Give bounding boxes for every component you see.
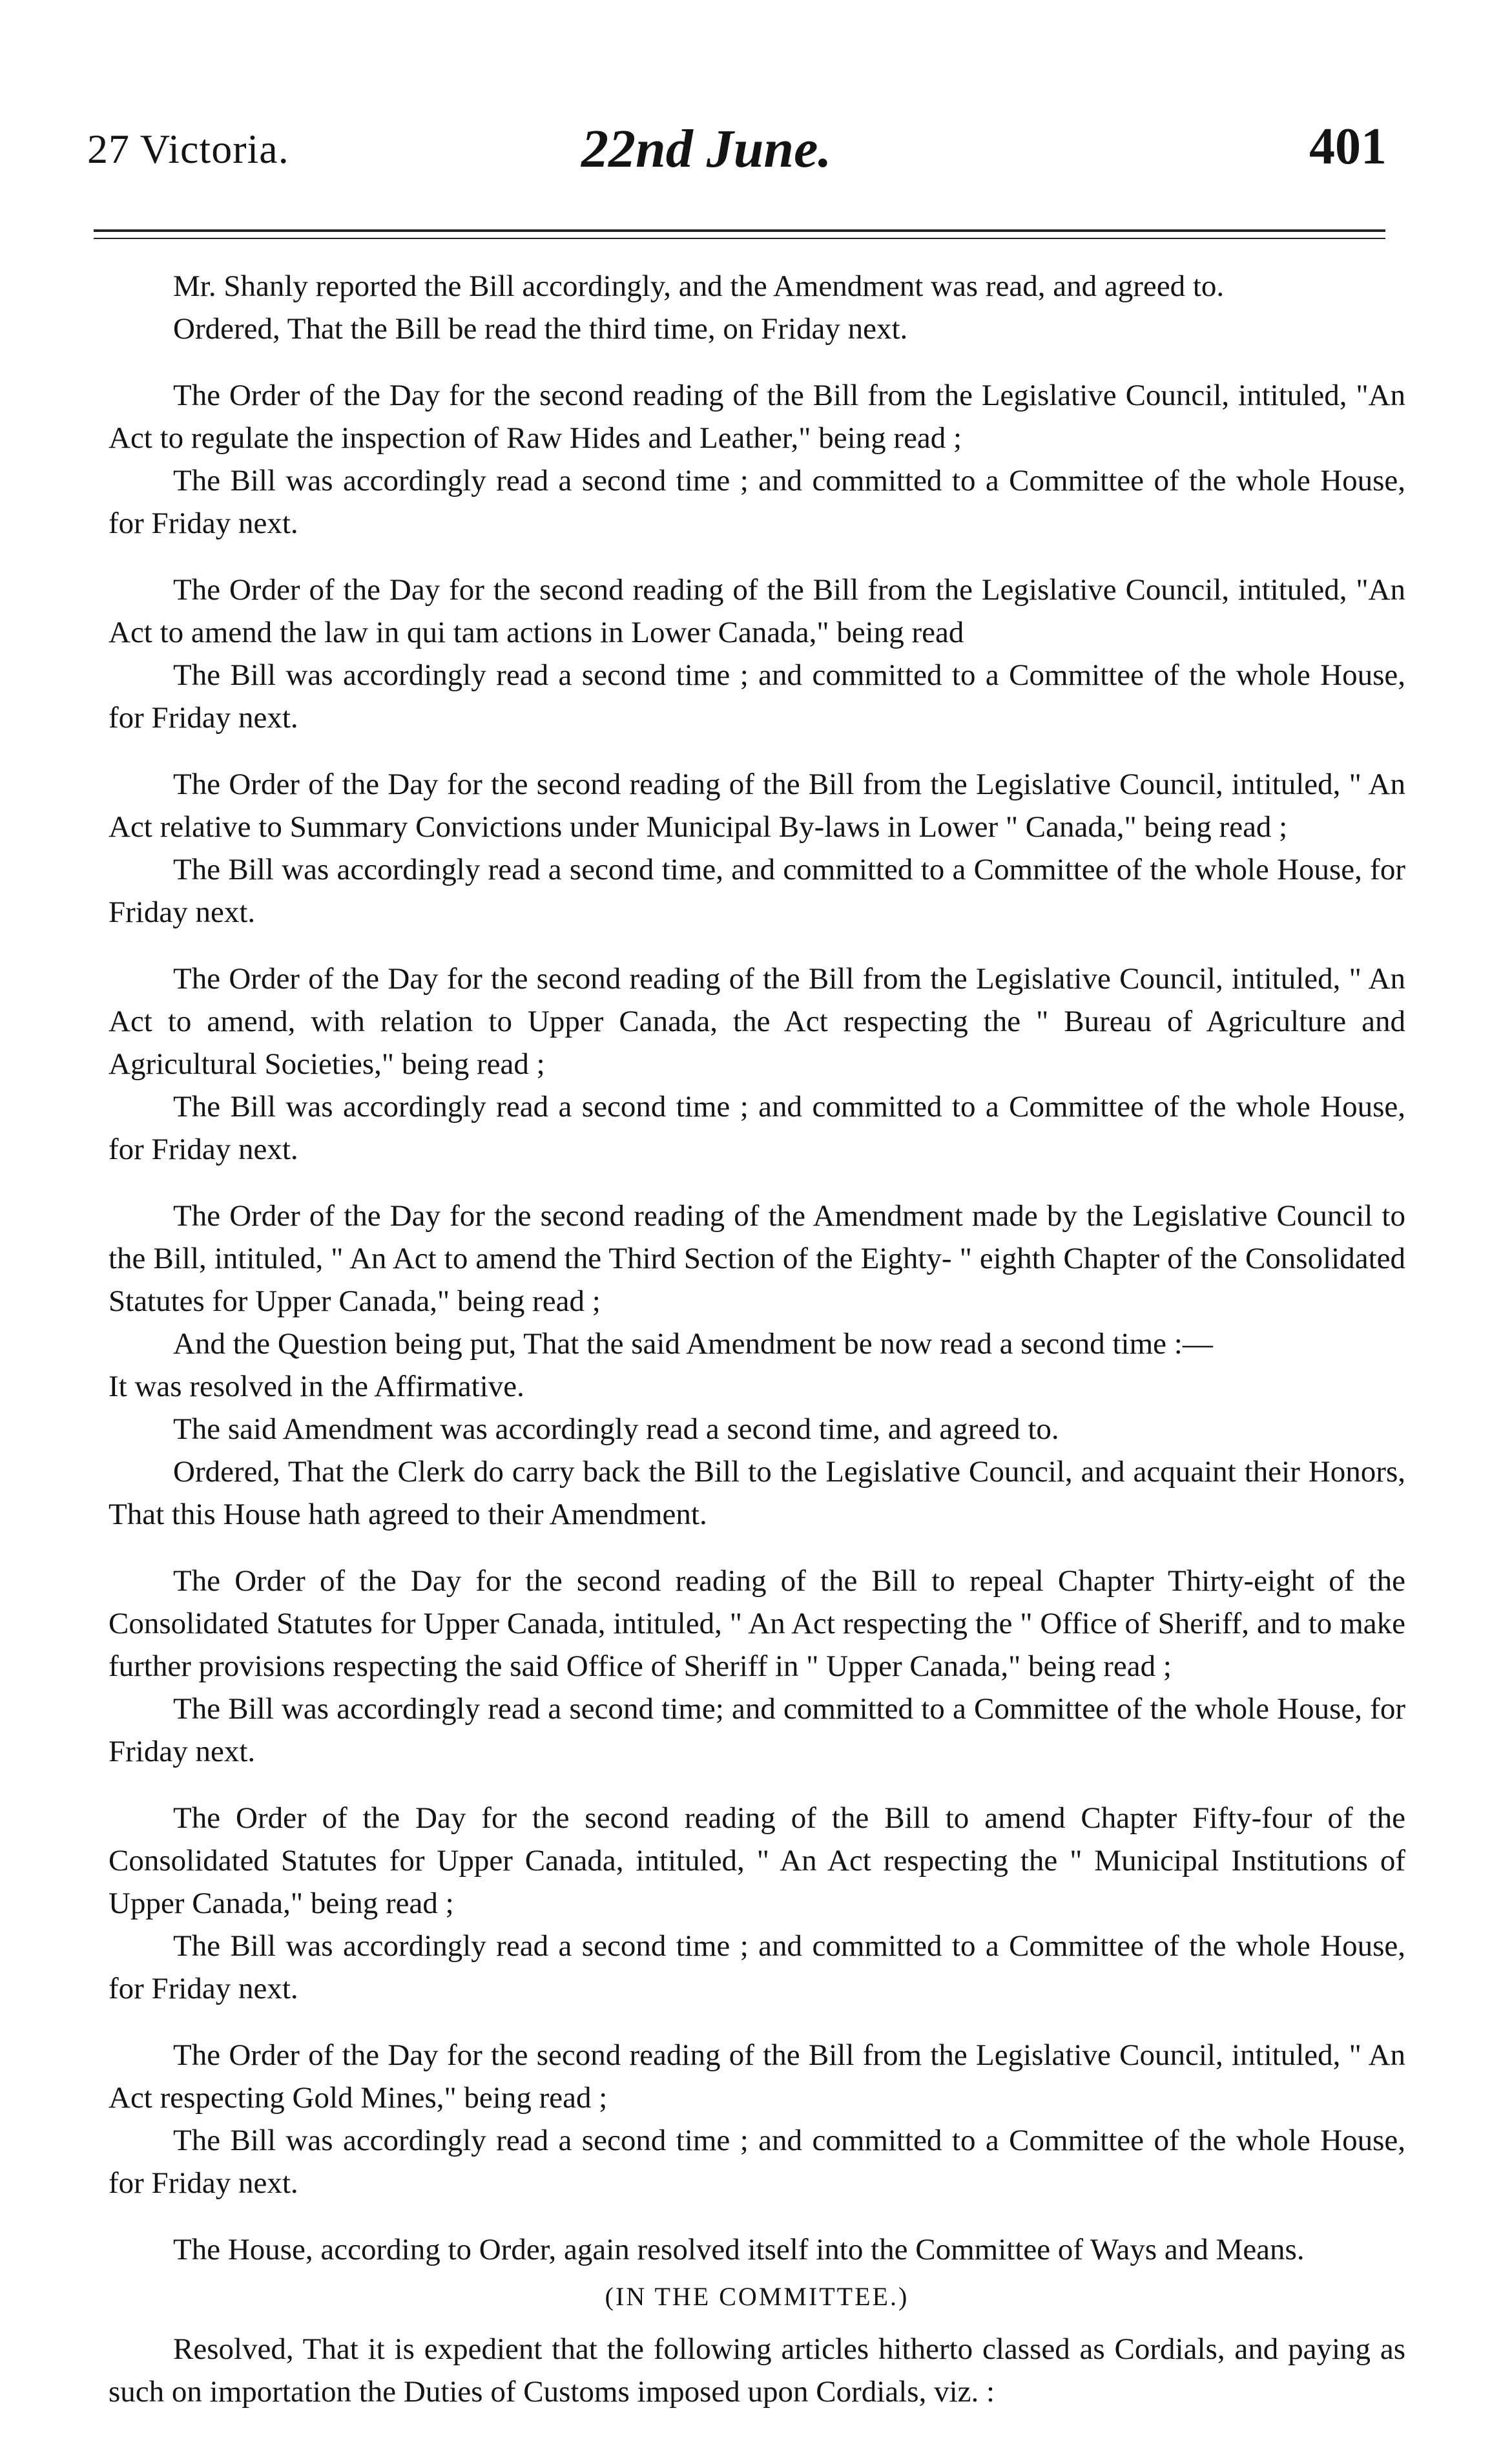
- regnal-year: 27 Victoria.: [87, 126, 289, 172]
- paragraph-line: The Order of the Day for the second reading of the Bill to amend Chapter Fifty-four of the Consolidated Statutes for Upper Canada, intituled, " An Act respecting the " Municipal Institutions of Upper Canada," being read ;: [109, 1801, 1405, 1920]
- paragraph-line: Ordered, That the Clerk do carry back the Bill to the Legislative Council, and acquaint their Honors, That this House hath agreed to their Amendment.: [109, 1455, 1405, 1531]
- paragraph-municipal: [109, 1797, 1405, 2010]
- page-date: 22nd June.: [581, 119, 832, 179]
- paragraph-line: The House, according to Order, again resolved itself into the Committee of Ways and Means.: [173, 2233, 1305, 2266]
- paragraph-line: The Bill was accordingly read a second time; and committed to a Committee of the whole House, for Friday next.: [109, 1692, 1405, 1768]
- paragraph-line: The Bill was accordingly read a second time ; and committed to a Committee of the whole House, for Friday next.: [109, 464, 1405, 540]
- committee-heading: (IN THE COMMITTEE.): [605, 2282, 909, 2311]
- page-number: 401: [1309, 118, 1387, 175]
- paragraph-sheriff: [109, 1560, 1405, 1773]
- paragraph-resolved: [109, 2328, 1405, 2413]
- paragraph-eighty-eighth-chapter: [109, 1195, 1405, 1536]
- paragraph-line: The Bill was accordingly read a second time, and committed to a Committee of the whole House, for Friday next.: [109, 853, 1405, 929]
- paragraph-line: The Order of the Day for the second reading of the Bill from the Legislative Council, intituled, " An Act relative to Summary Convictions under Municipal By-laws in Lower " Canada," being read ;: [109, 768, 1405, 844]
- paragraph-line: The Order of the Day for the second reading of the Bill from the Legislative Council, intituled, "An Act to amend the law in qui tam actions in Lower Canada," being read: [109, 573, 1405, 649]
- paragraph-line: The Order of the Day for the second reading of the Bill from the Legislative Council, intituled, " An Act respecting Gold Mines," being read ;: [109, 2038, 1405, 2115]
- paragraph-line: The Bill was accordingly read a second time ; and committed to a Committee of the whole House, for Friday next.: [109, 1090, 1405, 1166]
- paragraph-line: Ordered, That the Bill be read the third time, on Friday next.: [173, 312, 908, 346]
- paragraph-agriculture: [109, 957, 1405, 1171]
- paragraph-line: And the Question being put, That the said Amendment be now read a second time :—: [173, 1327, 1213, 1361]
- paragraph-line: The Bill was accordingly read a second time ; and committed to a Committee of the whole House, for Friday next.: [109, 2124, 1405, 2200]
- paragraph-line: Mr. Shanly reported the Bill accordingly, and the Amendment was read, and agreed to.: [173, 269, 1225, 303]
- paragraph-raw-hides: [109, 374, 1405, 545]
- paragraph-line: The Bill was accordingly read a second time ; and committed to a Committee of the whole House, for Friday next.: [109, 658, 1405, 735]
- journal-body: [109, 265, 1405, 2437]
- header-rule-thin: [94, 238, 1385, 239]
- paragraph-line: The said Amendment was accordingly read a second time, and agreed to.: [173, 1412, 1059, 1446]
- paragraph-report: [109, 265, 1405, 350]
- page-header: [87, 118, 1387, 182]
- paragraph-gold-mines: [109, 2034, 1405, 2204]
- paragraph-ways-and-means: [109, 2228, 1405, 2271]
- paragraph-line: The Bill was accordingly read a second time ; and committed to a Committee of the whole House, for Friday next.: [109, 1929, 1405, 2005]
- paragraph-line: The Order of the Day for the second reading of the Bill from the Legislative Council, intituled, "An Act to regulate the inspection of Raw Hides and Leather," being read ;: [109, 379, 1405, 455]
- paragraph-summary-convictions: [109, 763, 1405, 934]
- paragraph-line: The Order of the Day for the second reading of the Bill from the Legislative Council, intituled, " An Act to amend, with relation to Upper Canada, the Act respecting the " Bureau of Agriculture and Agricultural Societies," being read ;: [109, 962, 1405, 1081]
- header-rule: [94, 229, 1385, 232]
- paragraph-line: Resolved, That it is expedient that the following articles hitherto classed as Cordials, and paying as such on importation the Duties of Customs imposed upon Cordials, viz. :: [109, 2332, 1405, 2409]
- paragraph-line: The Order of the Day for the second reading of the Bill to repeal Chapter Thirty-eight of the Consolidated Statutes for Upper Canada, intituled, " An Act respecting the " Office of Sheriff, and to make further provisions respecting the said Office of Sheriff in " Upper Canada," being read ;: [109, 1564, 1405, 1683]
- paragraph-qui-tam: [109, 569, 1405, 739]
- paragraph-line: The Order of the Day for the second reading of the Amendment made by the Legislative Council to the Bill, intituled, " An Act to amend the Third Section of the Eighty- " eighth Chapter of the Consolidated Statutes for Upper Canada," being read ;: [109, 1199, 1405, 1318]
- paragraph-line: It was resolved in the Affirmative.: [109, 1370, 524, 1403]
